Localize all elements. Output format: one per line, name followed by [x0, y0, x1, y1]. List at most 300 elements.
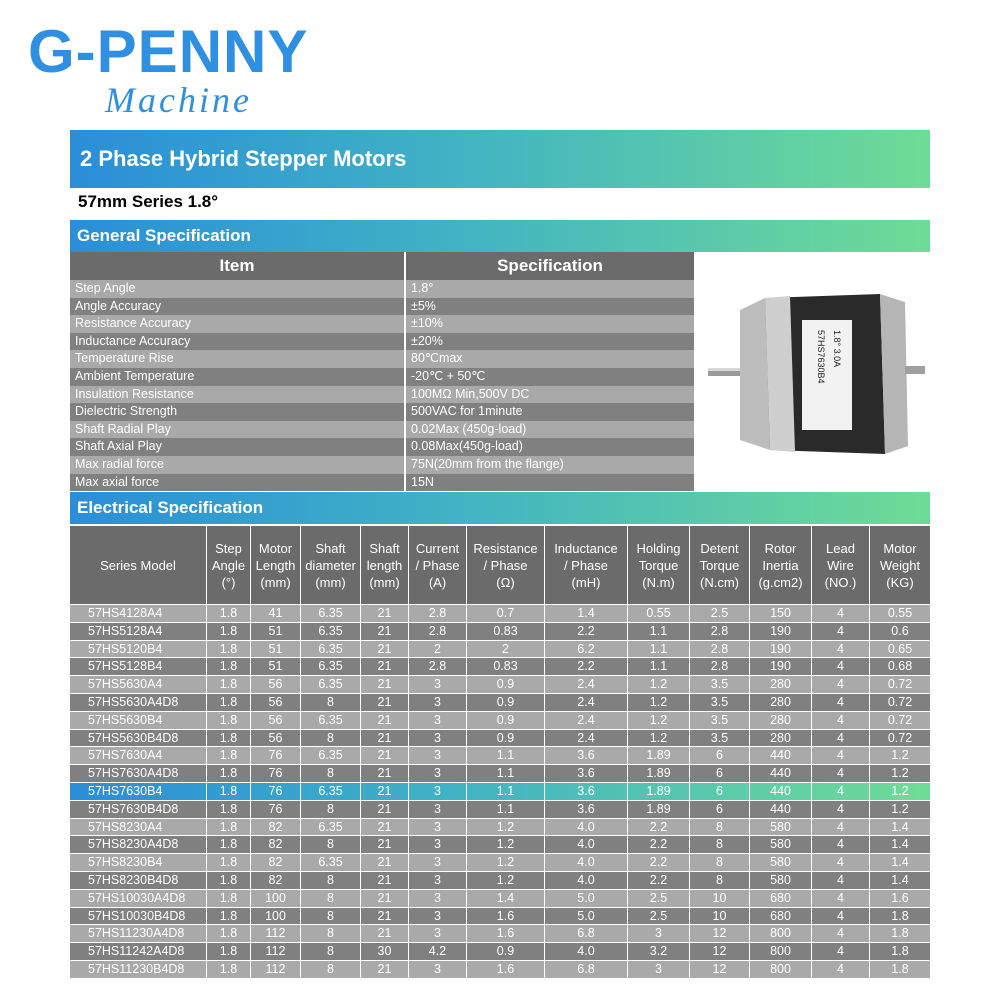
motor-rear-shaft	[905, 366, 925, 374]
spec-value-cell: 1.8	[207, 961, 251, 978]
spec-value-cell: 82	[251, 819, 301, 836]
spec-value-cell: 41	[251, 605, 301, 622]
spec-value-cell: 1.89	[628, 783, 690, 800]
spec-value-cell: 8	[301, 801, 361, 818]
electrical-header-cell: Series Model	[70, 526, 207, 604]
stepper-motor-image	[700, 290, 930, 460]
model-cell: 57HS7630A4D8	[70, 765, 207, 782]
spec-value-cell: 2.8	[409, 658, 467, 675]
electrical-spec-banner	[70, 492, 930, 524]
electrical-spec-row	[70, 871, 930, 889]
spec-value-cell: 4	[812, 694, 870, 711]
motor-label-rating: 1.8° 3.0A	[832, 330, 842, 368]
spec-value-cell: 1.4	[891, 837, 909, 852]
spec-value-cell: 56	[251, 730, 301, 747]
electrical-spec-row	[70, 622, 930, 640]
general-spec-row	[70, 368, 694, 386]
spec-value-cell: 82	[251, 854, 301, 871]
model-cell: 57HS8230B4D8	[70, 872, 207, 889]
page-title: 2 Phase Hybrid Stepper Motors	[80, 146, 407, 171]
spec-value-cell: 4	[812, 765, 870, 782]
spec-value-cell: 21	[361, 765, 409, 782]
spec-value-cell: 3.5	[690, 730, 750, 747]
spec-value-cell: 3.6	[545, 801, 628, 818]
spec-value-cell: 4	[812, 641, 870, 658]
general-item-cell: Shaft Radial Play	[70, 421, 406, 439]
spec-value-cell: 4	[812, 712, 870, 729]
spec-value-cell: 6.35	[301, 623, 361, 640]
spec-value-cell: 4	[812, 747, 870, 764]
spec-value-cell: 1.8	[207, 943, 251, 960]
general-spec-cell: 100MΩ Min,500V DC	[411, 386, 530, 401]
general-spec-cell: 0.08Max(450g-load)	[411, 439, 523, 454]
spec-value-cell: 0.7	[467, 605, 545, 622]
spec-value-cell: 1.89	[628, 765, 690, 782]
spec-value-cell: 1.6	[891, 890, 909, 905]
spec-value-cell: 1.8	[207, 605, 251, 622]
electrical-spec-row	[70, 853, 930, 871]
spec-value-cell: 21	[361, 712, 409, 729]
electrical-spec-table	[70, 526, 930, 978]
electrical-header-cell: Motor Length (mm)	[251, 526, 301, 604]
spec-value-cell: 0.68	[887, 659, 913, 674]
spec-value-cell: 3.5	[690, 694, 750, 711]
spec-value-cell: 3	[409, 765, 467, 782]
spec-value-cell: 1.8	[207, 765, 251, 782]
spec-value-cell: 280	[750, 712, 812, 729]
spec-value-cell: 0.72	[887, 677, 913, 692]
spec-value-cell: 280	[750, 730, 812, 747]
spec-value-cell: 1.2	[628, 730, 690, 747]
spec-value-cell: 4.0	[545, 836, 628, 853]
spec-value-cell: 440	[750, 747, 812, 764]
spec-value-cell: 4	[812, 676, 870, 693]
spec-value-cell: 8	[690, 872, 750, 889]
spec-value-cell: 1.8	[207, 730, 251, 747]
model-cell: 57HS5128A4	[70, 623, 207, 640]
spec-value-cell: 3	[409, 730, 467, 747]
spec-value-cell: 1.8	[207, 854, 251, 871]
general-spec-cell: 80℃max	[411, 351, 463, 366]
spec-value-cell: 580	[750, 836, 812, 853]
spec-value-cell: 21	[361, 676, 409, 693]
general-spec-row	[70, 403, 694, 421]
spec-value-cell: 6.2	[545, 641, 628, 658]
general-spec-row	[70, 298, 694, 316]
spec-value-cell: 1.8	[207, 890, 251, 907]
spec-value-cell: 1.4	[891, 855, 909, 870]
general-item-cell: Ambient Temperature	[70, 368, 406, 386]
electrical-spec-row	[70, 889, 930, 907]
spec-value-cell: 4.2	[409, 943, 467, 960]
spec-value-cell: 21	[361, 819, 409, 836]
spec-value-cell: 12	[690, 943, 750, 960]
spec-value-cell: 8	[690, 836, 750, 853]
spec-value-cell: 4	[812, 872, 870, 889]
general-spec-cell: 15N	[411, 474, 434, 489]
spec-value-cell: 1.2	[628, 694, 690, 711]
general-item-cell: Resistance Accuracy	[70, 315, 406, 333]
spec-value-cell: 3	[409, 747, 467, 764]
electrical-header-cell: Shaft length (mm)	[361, 526, 409, 604]
general-spec-header	[70, 252, 694, 280]
spec-value-cell: 3	[628, 961, 690, 978]
spec-value-cell: 3	[409, 890, 467, 907]
model-cell: 57HS5630A4	[70, 676, 207, 693]
spec-value-cell: 3	[628, 925, 690, 942]
general-spec-cell: ±10%	[411, 316, 443, 331]
model-cell: 57HS11230B4D8	[70, 961, 207, 978]
page-title-banner	[70, 130, 930, 188]
electrical-header-cell: Detent Torque (N.cm)	[690, 526, 750, 604]
spec-value-cell: 0.9	[467, 712, 545, 729]
spec-value-cell: 6.35	[301, 854, 361, 871]
spec-value-cell: 680	[750, 908, 812, 925]
spec-value-cell: 3	[409, 783, 467, 800]
spec-value-cell: 10	[690, 908, 750, 925]
spec-value-cell: 1.2	[467, 836, 545, 853]
spec-value-cell: 0.55	[887, 606, 913, 620]
spec-value-cell: 21	[361, 801, 409, 818]
model-cell: 57HS11242A4D8	[70, 943, 207, 960]
electrical-header-cell: Motor Weight (KG)	[879, 540, 921, 590]
motor-label	[802, 320, 852, 430]
spec-value-cell: 51	[251, 623, 301, 640]
spec-value-cell: 0.9	[467, 676, 545, 693]
general-item-cell: Inductance Accuracy	[70, 333, 406, 351]
spec-value-cell: 1.89	[628, 801, 690, 818]
spec-value-cell: 1.8	[207, 641, 251, 658]
spec-value-cell: 800	[750, 943, 812, 960]
spec-value-cell: 8	[301, 890, 361, 907]
spec-value-cell: 1.6	[467, 925, 545, 942]
electrical-spec-header	[70, 526, 930, 604]
spec-value-cell: 6.8	[545, 961, 628, 978]
spec-value-cell: 280	[750, 694, 812, 711]
model-cell: 57HS8230B4	[70, 854, 207, 871]
model-cell: 57HS5630A4D8	[70, 694, 207, 711]
spec-value-cell: 580	[750, 854, 812, 871]
spec-value-cell: 3.2	[628, 943, 690, 960]
spec-value-cell: 21	[361, 730, 409, 747]
spec-value-cell: 1.2	[891, 766, 909, 781]
spec-value-cell: 4.0	[545, 943, 628, 960]
model-cell: 57HS7630A4	[70, 747, 207, 764]
model-cell: 57HS5630B4	[70, 712, 207, 729]
spec-value-cell: 4	[812, 925, 870, 942]
general-spec-cell: 1.8°	[411, 281, 434, 295]
spec-value-cell: 0.9	[467, 943, 545, 960]
spec-value-cell: 6	[690, 801, 750, 818]
spec-value-cell: 280	[750, 676, 812, 693]
spec-value-cell: 3	[409, 836, 467, 853]
spec-value-cell: 1.8	[207, 819, 251, 836]
electrical-spec-row	[70, 818, 930, 836]
general-spec-row	[70, 474, 694, 492]
spec-value-cell: 1.8	[207, 925, 251, 942]
spec-value-cell: 8	[301, 730, 361, 747]
spec-value-cell: 3	[409, 854, 467, 871]
electrical-spec-row	[70, 640, 930, 658]
spec-value-cell: 2.5	[628, 890, 690, 907]
spec-value-cell: 1.8	[891, 908, 909, 923]
spec-value-cell: 0.72	[887, 712, 913, 727]
spec-value-cell: 0.55	[628, 605, 690, 622]
model-cell: 57HS7630B4	[70, 783, 207, 800]
spec-value-cell: 5.0	[545, 908, 628, 925]
model-cell: 57HS10030B4D8	[70, 908, 207, 925]
spec-value-cell: 2	[409, 641, 467, 658]
general-spec-table	[70, 252, 694, 491]
general-spec-row	[70, 421, 694, 439]
spec-value-cell: 6.8	[545, 925, 628, 942]
general-spec-row	[70, 315, 694, 333]
electrical-spec-row	[70, 675, 930, 693]
spec-value-cell: 440	[750, 783, 812, 800]
spec-value-cell: 8	[301, 872, 361, 889]
model-cell: 57HS10030A4D8	[70, 890, 207, 907]
spec-value-cell: 1.4	[467, 890, 545, 907]
spec-value-cell: 6.35	[301, 783, 361, 800]
spec-value-cell: 150	[750, 605, 812, 622]
electrical-header-cell: Rotor Inertia (g.cm2)	[750, 526, 812, 604]
electrical-spec-row	[70, 800, 930, 818]
spec-value-cell: 1.1	[467, 765, 545, 782]
spec-value-cell: 0.83	[467, 623, 545, 640]
spec-value-cell: 190	[750, 658, 812, 675]
motor-front-cap	[765, 296, 795, 452]
spec-value-cell: 6	[690, 747, 750, 764]
spec-value-cell: 100	[251, 890, 301, 907]
electrical-header-cell: Resistance / Phase (Ω)	[467, 526, 545, 604]
spec-value-cell: 76	[251, 783, 301, 800]
spec-value-cell: 3	[409, 908, 467, 925]
spec-value-cell: 1.8	[891, 961, 909, 976]
spec-value-cell: 4	[812, 783, 870, 800]
spec-value-cell: 3	[409, 819, 467, 836]
spec-value-cell: 30	[361, 943, 409, 960]
spec-value-cell: 3	[409, 676, 467, 693]
spec-value-cell: 1.8	[207, 801, 251, 818]
spec-value-cell: 3.5	[690, 676, 750, 693]
spec-value-cell: 4	[812, 908, 870, 925]
spec-value-cell: 12	[690, 925, 750, 942]
spec-value-cell: 4	[812, 801, 870, 818]
spec-value-cell: 2.4	[545, 712, 628, 729]
spec-value-cell: 51	[251, 641, 301, 658]
electrical-spec-row	[70, 924, 930, 942]
spec-value-cell: 6.35	[301, 747, 361, 764]
electrical-spec-row	[70, 764, 930, 782]
model-cell: 57HS8230A4D8	[70, 836, 207, 853]
spec-value-cell: 3	[409, 872, 467, 889]
spec-value-cell: 21	[361, 623, 409, 640]
spec-value-cell: 21	[361, 961, 409, 978]
spec-value-cell: 6.35	[301, 819, 361, 836]
spec-value-cell: 0.9	[467, 730, 545, 747]
spec-value-cell: 21	[361, 908, 409, 925]
spec-value-cell: 21	[361, 658, 409, 675]
spec-value-cell: 21	[361, 890, 409, 907]
spec-value-cell: 2.2	[545, 623, 628, 640]
general-spec-cell: 75N(20mm from the flange)	[411, 456, 564, 471]
spec-value-cell: 82	[251, 872, 301, 889]
spec-value-cell: 1.1	[628, 641, 690, 658]
spec-value-cell: 3.5	[690, 712, 750, 729]
spec-value-cell: 1.2	[467, 854, 545, 871]
general-item-cell: Max axial force	[70, 474, 406, 492]
spec-value-cell: 1.1	[467, 783, 545, 800]
general-spec-row	[70, 280, 694, 298]
spec-value-cell: 800	[750, 925, 812, 942]
spec-value-cell: 2.2	[628, 836, 690, 853]
spec-value-cell: 56	[251, 712, 301, 729]
spec-value-cell: 1.2	[891, 748, 909, 763]
spec-value-cell: 100	[251, 908, 301, 925]
spec-value-cell: 1.8	[207, 783, 251, 800]
model-cell: 57HS7630B4D8	[70, 801, 207, 818]
spec-value-cell: 8	[301, 765, 361, 782]
spec-value-cell: 76	[251, 765, 301, 782]
spec-value-cell: 3.6	[545, 747, 628, 764]
spec-value-cell: 680	[750, 890, 812, 907]
spec-value-cell: 82	[251, 836, 301, 853]
spec-value-cell: 1.8	[207, 747, 251, 764]
electrical-spec-row	[70, 711, 930, 729]
spec-value-cell: 21	[361, 783, 409, 800]
general-header-spec: Specification	[497, 256, 603, 275]
spec-value-cell: 1.8	[207, 623, 251, 640]
spec-value-cell: 12	[690, 961, 750, 978]
spec-value-cell: 0.9	[467, 694, 545, 711]
electrical-spec-row	[70, 835, 930, 853]
spec-value-cell: 21	[361, 925, 409, 942]
spec-value-cell: 21	[361, 641, 409, 658]
spec-value-cell: 1.89	[628, 747, 690, 764]
spec-value-cell: 8	[301, 925, 361, 942]
spec-value-cell: 580	[750, 872, 812, 889]
spec-value-cell: 0.65	[887, 641, 913, 656]
spec-value-cell: 1.2	[628, 676, 690, 693]
general-spec-cell: 0.02Max (450g-load)	[411, 421, 527, 436]
electrical-spec-row	[70, 746, 930, 764]
electrical-spec-row	[70, 942, 930, 960]
spec-value-cell: 190	[750, 623, 812, 640]
general-spec-cell: -20℃ + 50℃	[411, 368, 486, 383]
spec-value-cell: 1.1	[467, 747, 545, 764]
general-item-cell: Insulation Resistance	[70, 386, 406, 404]
model-cell: 57HS5128B4	[70, 658, 207, 675]
model-cell: 57HS5630B4D8	[70, 730, 207, 747]
spec-value-cell: 1.6	[467, 961, 545, 978]
spec-value-cell: 6.35	[301, 605, 361, 622]
spec-value-cell: 112	[251, 943, 301, 960]
model-cell: 57HS11230A4D8	[70, 925, 207, 942]
spec-value-cell: 112	[251, 925, 301, 942]
electrical-spec-row	[70, 729, 930, 747]
spec-value-cell: 3	[409, 801, 467, 818]
spec-value-cell: 4	[812, 890, 870, 907]
electrical-spec-row	[70, 693, 930, 711]
general-item-cell: Step Angle	[70, 280, 406, 298]
spec-value-cell: 1.8	[891, 926, 909, 941]
electrical-spec-title: Electrical Specification	[77, 498, 264, 517]
spec-value-cell: 1.8	[207, 676, 251, 693]
spec-value-cell: 1.6	[467, 908, 545, 925]
general-spec-cell: ±20%	[411, 333, 443, 348]
spec-value-cell: 1.8	[207, 836, 251, 853]
spec-value-cell: 56	[251, 694, 301, 711]
general-spec-cell: 500VAC for 1minute	[411, 404, 523, 419]
spec-value-cell: 2.8	[690, 658, 750, 675]
spec-value-cell: 6	[690, 783, 750, 800]
spec-value-cell: 0.6	[891, 623, 909, 638]
electrical-spec-row	[70, 907, 930, 925]
electrical-header-cell: Shaft diameter (mm)	[301, 526, 361, 604]
spec-value-cell: 4	[812, 943, 870, 960]
spec-value-cell: 190	[750, 641, 812, 658]
spec-value-cell: 2.4	[545, 694, 628, 711]
model-cell: 57HS5120B4	[70, 641, 207, 658]
spec-value-cell: 3	[409, 712, 467, 729]
spec-value-cell: 0.72	[887, 694, 913, 709]
general-spec-row	[70, 438, 694, 456]
general-spec-row	[70, 386, 694, 404]
spec-value-cell: 4.0	[545, 819, 628, 836]
spec-value-cell: 76	[251, 801, 301, 818]
spec-value-cell: 1.8	[207, 872, 251, 889]
general-item-cell: Angle Accuracy	[70, 298, 406, 316]
brand-logo-text: G-PENNY	[28, 18, 309, 85]
spec-value-cell: 1.2	[628, 712, 690, 729]
spec-value-cell: 2.8	[690, 623, 750, 640]
spec-value-cell: 21	[361, 694, 409, 711]
spec-value-cell: 5.0	[545, 890, 628, 907]
spec-value-cell: 10	[690, 890, 750, 907]
general-spec-banner	[70, 220, 930, 252]
spec-value-cell: 8	[301, 943, 361, 960]
spec-value-cell: 1.2	[891, 801, 909, 816]
spec-value-cell: 76	[251, 747, 301, 764]
spec-value-cell: 6.35	[301, 712, 361, 729]
spec-value-cell: 4	[812, 819, 870, 836]
electrical-header-cell: Lead Wire (NO.)	[812, 526, 870, 604]
general-spec-row	[70, 350, 694, 368]
spec-value-cell: 1.2	[467, 819, 545, 836]
spec-value-cell: 1.2	[467, 872, 545, 889]
spec-value-cell: 1.4	[545, 605, 628, 622]
model-cell: 57HS8230A4	[70, 819, 207, 836]
spec-value-cell: 4.0	[545, 872, 628, 889]
general-item-cell: Dielectric Strength	[70, 403, 406, 421]
spec-value-cell: 4	[812, 961, 870, 978]
spec-value-cell: 1.8	[207, 908, 251, 925]
general-item-cell: Shaft Axial Play	[70, 438, 406, 456]
electrical-header-cell: Current / Phase (A)	[409, 526, 467, 604]
spec-value-cell: 8	[301, 961, 361, 978]
spec-value-cell: 1.8	[207, 658, 251, 675]
spec-value-cell: 2.2	[628, 872, 690, 889]
spec-value-cell: 21	[361, 605, 409, 622]
general-item-cell: Max radial force	[70, 456, 406, 474]
general-header-item: Item	[70, 252, 406, 280]
spec-value-cell: 51	[251, 658, 301, 675]
model-cell: 57HS4128A4	[70, 605, 207, 622]
spec-value-cell: 800	[750, 961, 812, 978]
spec-value-cell: 3	[409, 694, 467, 711]
spec-value-cell: 2.8	[690, 641, 750, 658]
spec-value-cell: 1.2	[891, 783, 909, 798]
